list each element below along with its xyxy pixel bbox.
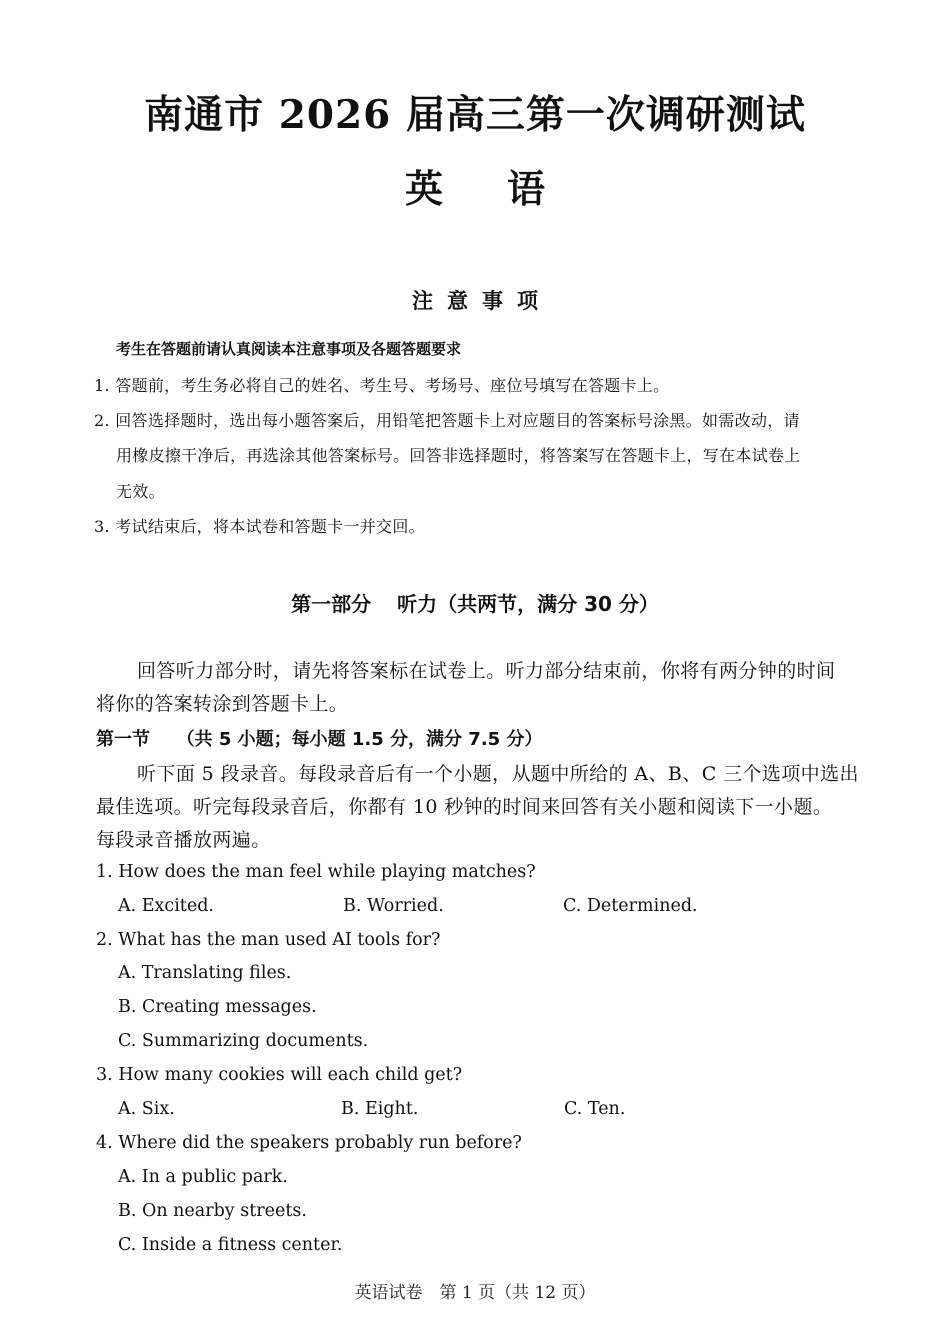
question-3: 3. How many cookies will each child get?	[96, 1065, 463, 1085]
q4-option-a: A. In a public park.	[118, 1167, 288, 1187]
section1-info: （共 5 小题；每小题 1.5 分，满分 7.5 分）	[176, 729, 543, 750]
section1-heading	[96, 725, 542, 751]
notice-item-1: 1. 答题前，考生务必将自己的姓名、考生号、考场号、座位号填写在答题卡上。	[94, 376, 670, 395]
q4-option-c: C. Inside a fitness center.	[118, 1235, 343, 1255]
question-1: 1. How does the man feel while playing matches?	[96, 862, 536, 882]
q4-option-b: B. On nearby streets.	[118, 1201, 307, 1221]
q2-option-a: A. Translating files.	[118, 963, 292, 983]
section1-label: 第一节	[96, 729, 150, 750]
notice-intro: 考生在答题前请认真阅读本注意事项及各题答题要求	[116, 340, 462, 358]
subject-title: 英语	[404, 167, 609, 211]
part1-intro-line-2: 将你的答案转涂到答题卡上。	[96, 693, 349, 715]
exam-title: 南通市 2026 届高三第一次调研测试	[144, 92, 806, 138]
q2-option-c: C. Summarizing documents.	[118, 1031, 369, 1051]
q1-option-a: A. Excited.	[118, 896, 214, 916]
question-4: 4. Where did the speakers probably run before?	[96, 1133, 522, 1153]
q3-option-c: C. Ten.	[564, 1099, 626, 1119]
part1-intro-line-1: 回答听力部分时，请先将答案标在试卷上。听力部分结束前，你将有两分钟的时间	[137, 660, 836, 682]
notice-item-2-end: 无效。	[116, 482, 165, 501]
q3-option-a: A. Six.	[118, 1099, 175, 1119]
notice-item-2: 2. 回答选择题时，选出每小题答案后，用铅笔把答题卡上对应题目的答案标号涂黑。如需改动，请	[94, 411, 800, 430]
notice-item-3: 3. 考试结束后，将本试卷和答题卡一并交回。	[94, 517, 425, 536]
part1-heading	[0, 588, 950, 617]
section1-instruction-3: 每段录音播放两遍。	[96, 829, 271, 851]
part1-title: 听力（共两节，满分 30 分）	[397, 592, 659, 616]
section1-instruction-2: 最佳选项。听完每段录音后，你都有 10 秒钟的时间来回答有关小题和阅读下一小题。	[96, 796, 833, 818]
q1-option-b: B. Worried.	[343, 896, 444, 916]
q3-option-b: B. Eight.	[341, 1099, 419, 1119]
notice-heading: 注意事项	[412, 289, 552, 313]
part1-label: 第一部分	[291, 592, 372, 616]
section1-instruction-1: 听下面 5 段录音。每段录音后有一个小题，从题中所给的 A、B、C 三个选项中选出	[137, 763, 859, 785]
q2-option-b: B. Creating messages.	[118, 997, 317, 1017]
notice-item-2-cont: 用橡皮擦干净后，再选涂其他答案标号。回答非选择题时，将答案写在答题卡上，写在本试卷上	[116, 446, 801, 465]
page-footer: 英语试卷 第 1 页（共 12 页）	[354, 1283, 596, 1303]
question-2: 2. What has the man used AI tools for?	[96, 930, 441, 950]
q1-option-c: C. Determined.	[563, 896, 698, 916]
